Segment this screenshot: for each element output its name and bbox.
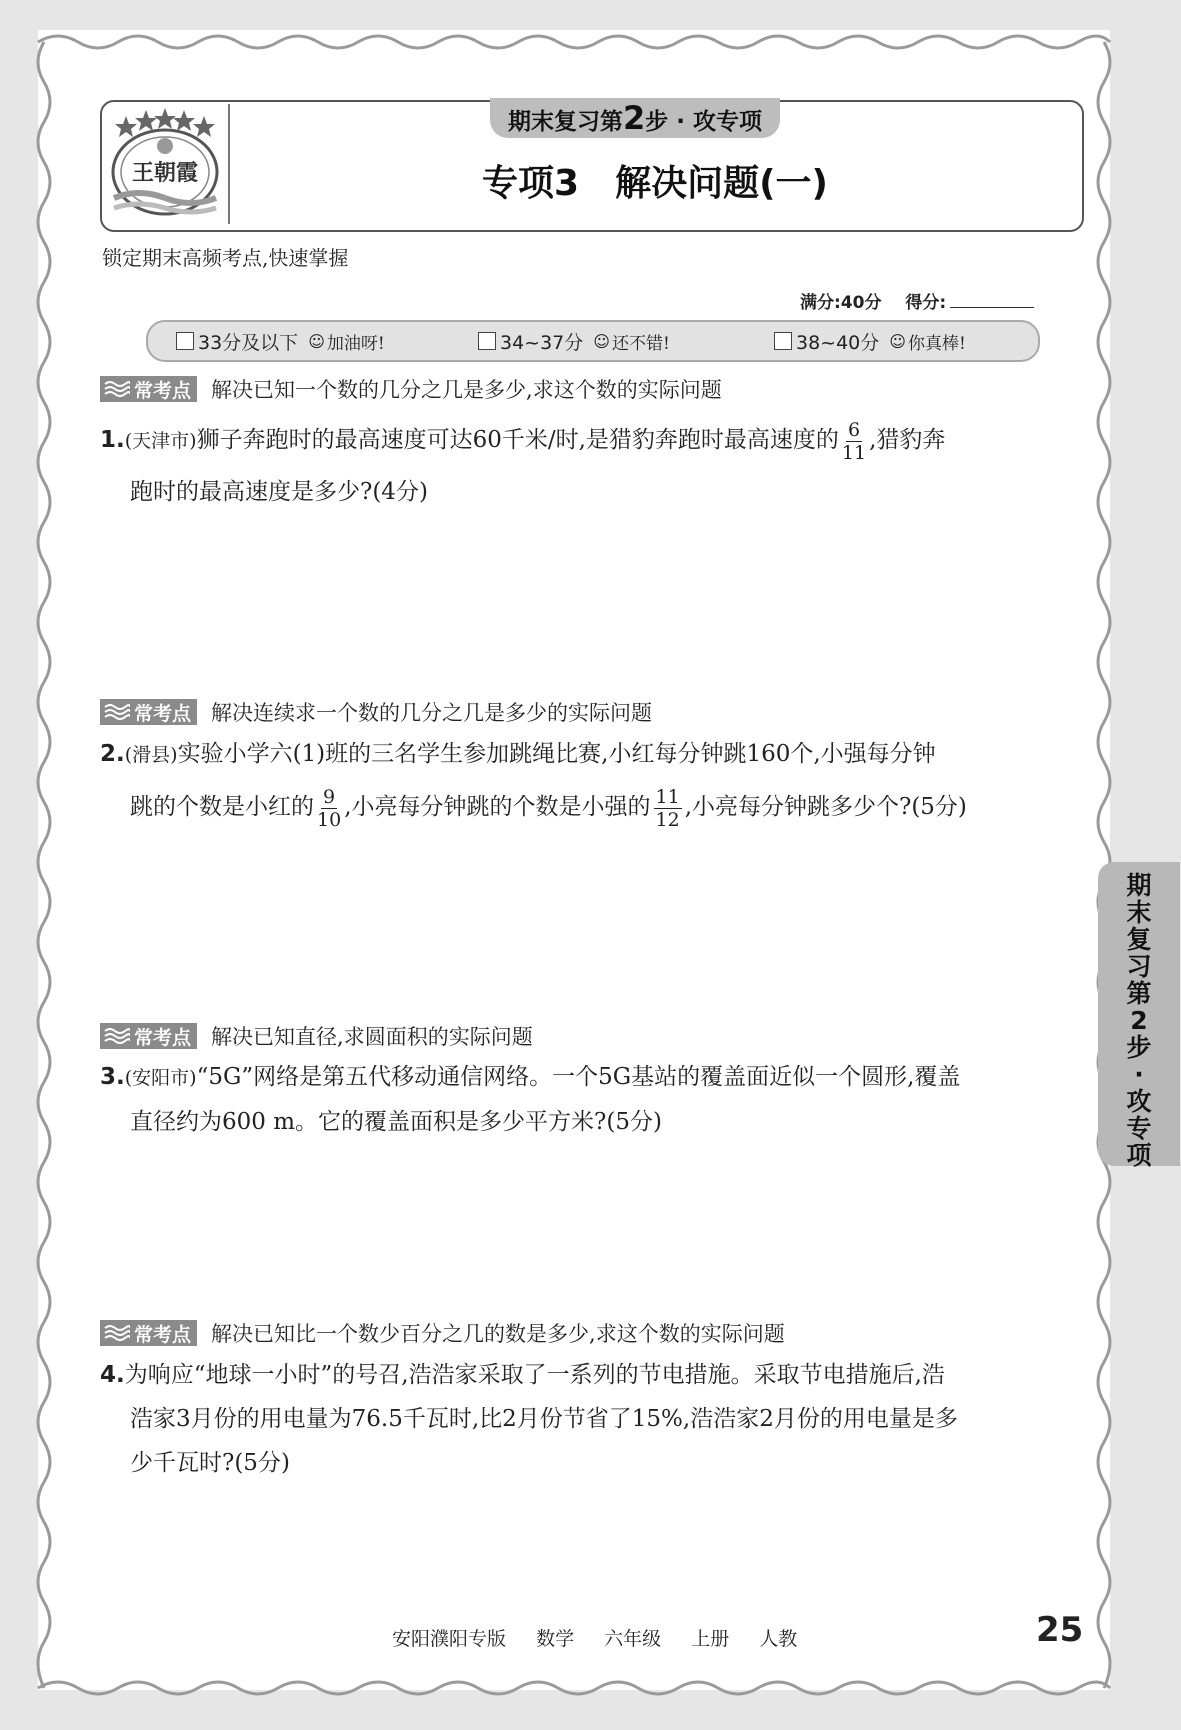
rating-option-mid[interactable] <box>478 322 670 360</box>
question-3 <box>100 1055 1085 1144</box>
page-subtitle: 锁定期末高频考点,快速掌握 <box>102 246 349 270</box>
score-got-label: 得分: <box>905 293 947 313</box>
rating-range: 34~37分 <box>500 331 584 354</box>
badge-label: 常考点 <box>134 702 192 725</box>
question-text: 实验小学六(1)班的三名学生参加跳绳比赛,小红每分钟跳160个,小强每分钟 <box>177 741 936 767</box>
smiley-icon: ☺ <box>889 331 906 351</box>
fraction-numerator: 6 <box>847 418 861 441</box>
question-2 <box>100 732 1085 831</box>
badge-label: 常考点 <box>134 1323 192 1346</box>
common-point-badge <box>100 1320 197 1346</box>
question-text: 少千瓦时?(5分) <box>130 1450 290 1476</box>
question-text: 狮子奔跑时的最高速度可达60千米/时,是猎豹奔跑时最高速度的 <box>196 427 839 453</box>
brand-seal-logo <box>104 108 226 220</box>
question-source: (滑县) <box>124 744 178 766</box>
side-tab <box>1098 862 1180 1170</box>
rating-comment: 还不错! <box>611 333 670 354</box>
page-number: 25 <box>1036 1610 1084 1650</box>
rating-checkbox[interactable] <box>176 332 194 350</box>
answer-area-3[interactable] <box>100 1150 1080 1300</box>
fraction <box>317 786 341 831</box>
question-text: 浩家3月份的用电量为76.5千瓦时,比2月份节省了15%,浩浩家2月份的用电量是多 <box>130 1406 958 1432</box>
step-number: 2 <box>622 99 646 137</box>
fraction-denominator: 12 <box>655 808 680 831</box>
rating-comment: 加油呀! <box>326 333 385 354</box>
question-text: 跳的个数是小红的 <box>130 794 314 820</box>
footer-grade: 六年级 <box>604 1628 662 1650</box>
question-number: 1. <box>100 427 125 453</box>
rating-range: 38~40分 <box>796 331 880 354</box>
question-text: 为响应“地球一小时”的号召,浩浩家采取了一系列的节电措施。采取节电措施后,浩 <box>124 1362 945 1388</box>
fraction-numerator: 9 <box>323 785 336 808</box>
common-point-badge <box>100 699 197 725</box>
question-4 <box>100 1353 1085 1485</box>
score-blank[interactable] <box>950 307 1034 308</box>
question-source: (安阳市) <box>124 1067 197 1089</box>
wave-icon <box>104 1324 130 1342</box>
footer-edition: 安阳濮阳专版 <box>392 1628 507 1650</box>
rating-bar <box>146 320 1040 362</box>
topic-text: 解决连续求一个数的几分之几是多少的实际问题 <box>211 701 653 725</box>
step-suffix: 步 · 攻专项 <box>645 109 763 135</box>
question-text: “5G”网络是第五代移动通信网络。一个5G基站的覆盖面近似一个圆形,覆盖 <box>196 1064 961 1090</box>
wave-icon <box>104 703 130 721</box>
topic-text: 解决已知直径,求圆面积的实际问题 <box>211 1025 533 1049</box>
step-banner <box>490 98 780 138</box>
svg-text:王朝霞: 王朝霞 <box>131 160 199 186</box>
badge-label: 常考点 <box>134 379 192 402</box>
rating-option-low[interactable] <box>176 322 385 360</box>
question-text: ,猎豹奔 <box>869 427 946 453</box>
step-prefix: 期末复习第 <box>507 109 623 135</box>
common-point-badge <box>100 1023 197 1049</box>
page-title: 专项3 解决问题(一) <box>482 163 828 204</box>
fraction-denominator: 10 <box>317 808 342 831</box>
answer-area-2[interactable] <box>100 840 1080 1010</box>
question-number: 4. <box>100 1362 125 1388</box>
fraction <box>842 419 866 464</box>
rating-comment: 你真棒! <box>907 333 966 354</box>
rating-range: 33分及以下 <box>198 331 299 354</box>
footer-subject: 数学 <box>536 1628 575 1650</box>
rating-checkbox[interactable] <box>774 332 792 350</box>
common-point-badge <box>100 376 197 402</box>
fraction-denominator: 11 <box>841 441 867 464</box>
topic-tag-4 <box>100 1318 785 1348</box>
question-1 <box>100 418 1085 514</box>
full-score-label: 满分:40分 <box>800 293 882 313</box>
footer <box>392 1624 821 1651</box>
score-line <box>800 288 1034 313</box>
topic-tag-1 <box>100 374 722 404</box>
answer-area-4[interactable] <box>100 1490 1080 1600</box>
topic-tag-2 <box>100 697 652 727</box>
fraction <box>654 786 682 831</box>
question-text: 直径约为600 m。它的覆盖面积是多少平方米?(5分) <box>130 1109 662 1135</box>
badge-label: 常考点 <box>134 1026 192 1049</box>
question-source: (天津市) <box>124 430 197 452</box>
question-text: ,小亮每分钟跳的个数是小强的 <box>344 794 651 820</box>
rating-option-high[interactable] <box>774 322 966 360</box>
question-number: 3. <box>100 1064 125 1090</box>
footer-publisher: 人教 <box>759 1628 798 1650</box>
topic-text: 解决已知比一个数少百分之几的数是多少,求这个数的实际问题 <box>211 1322 785 1346</box>
topic-tag-3 <box>100 1021 533 1051</box>
rating-checkbox[interactable] <box>478 332 496 350</box>
smiley-icon: ☺ <box>308 331 325 351</box>
question-text: 跑时的最高速度是多少?(4分) <box>130 478 428 505</box>
fraction-numerator: 11 <box>655 785 680 808</box>
question-number: 2. <box>100 741 125 767</box>
topic-text: 解决已知一个数的几分之几是多少,求这个数的实际问题 <box>211 378 722 402</box>
footer-volume: 上册 <box>691 1628 730 1650</box>
smiley-icon: ☺ <box>593 331 610 351</box>
wave-icon <box>104 380 130 398</box>
wave-icon <box>104 1027 130 1045</box>
side-tab-label: 期 末 复 习 第 2 步 · 攻 专 项 <box>1126 871 1152 1170</box>
question-text: ,小亮每分钟跳多少个?(5分) <box>684 794 967 820</box>
answer-area-1[interactable] <box>100 520 1080 690</box>
